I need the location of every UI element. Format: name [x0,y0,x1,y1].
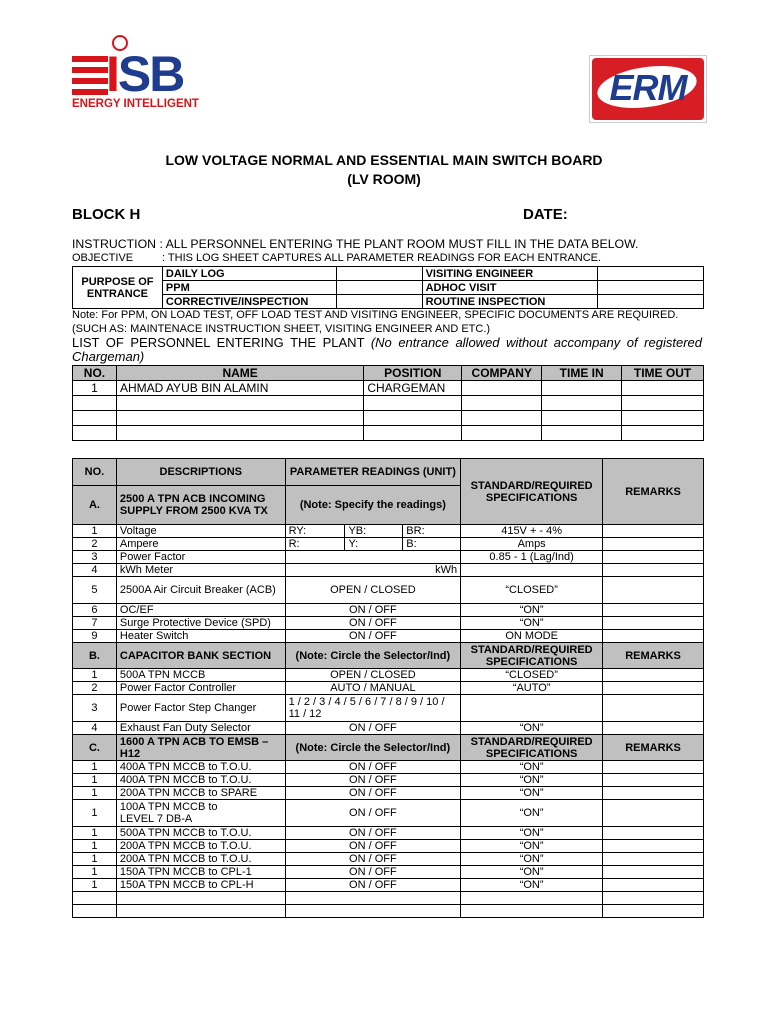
note-line-1: Note: For PPM, ON LOAD TEST, OFF LOAD TEST AND VISITING ENGINEER, SPECIFIC DOCUMENTS ARE REQUIRED. [72,309,679,321]
reading-cell[interactable]: ON / OFF [285,630,461,643]
erm-logo-text: ERM [609,67,687,108]
row-desc: 2500A Air Circuit Breaker (ACB) [116,577,285,604]
row-no: 1 [73,525,117,538]
table-row [73,381,704,396]
row-no: 1 [73,787,117,800]
table-row [73,840,704,853]
cell[interactable] [622,426,704,441]
purpose-option: DAILY LOG [162,267,336,281]
remarks-cell[interactable] [603,853,704,866]
row-no: 1 [73,866,117,879]
remarks-cell[interactable] [603,892,704,905]
row-no [73,905,117,918]
block-label: BLOCK H [72,206,141,223]
row-std: “ON” [461,761,603,774]
row-desc [116,892,285,905]
row-std: “ON” [461,800,603,827]
row-desc: Power Factor Controller [116,682,285,695]
row-no: 6 [73,604,117,617]
remarks-cell[interactable] [603,525,704,538]
row-no: 1 [73,853,117,866]
remarks-cell[interactable] [603,800,704,827]
table-row [73,800,704,827]
objective-label: OBJECTIVE [72,252,134,264]
remarks-cell[interactable] [603,787,704,800]
reading-cell[interactable]: ON / OFF [285,866,461,879]
row-std: “ON” [461,604,603,617]
remarks-cell[interactable] [603,761,704,774]
row-desc: Heater Switch [116,630,285,643]
reading-cell[interactable]: B: [403,538,461,551]
remarks-cell[interactable] [603,564,704,577]
table-row [73,630,704,643]
row-no: 9 [73,630,117,643]
cell[interactable] [542,426,622,441]
col-header: PARAMETER READINGS (UNIT) [285,459,461,486]
remarks-cell[interactable] [603,617,704,630]
row-desc: 200A TPN MCCB to T.O.U. [116,840,285,853]
remarks-cell[interactable] [603,774,704,787]
row-desc-line: 100A TPN MCCB to [119,801,218,813]
table-row [73,411,704,426]
row-std: ON MODE [461,630,603,643]
reading-cell[interactable]: 1 / 2 / 3 / 4 / 5 / 6 / 7 / 8 / 9 / 10 / 11 / 12 [285,695,461,722]
page-subtitle: (LV ROOM) [347,171,421,187]
section-remarks: REMARKS [603,735,704,761]
reading-cell[interactable]: ON / OFF [285,853,461,866]
table-row [73,853,704,866]
row-desc: 400A TPN MCCB to T.O.U. [116,761,285,774]
cell[interactable] [73,426,117,441]
row-desc: Surge Protective Device (SPD) [116,617,285,630]
section-std: STANDARD/REQUIRED SPECIFICATIONS [461,643,603,669]
cell[interactable] [542,411,622,426]
reading-cell[interactable]: OPEN / CLOSED [285,669,461,682]
remarks-cell[interactable] [603,630,704,643]
purpose-check[interactable] [598,295,704,309]
col-header: DESCRIPTIONS [116,459,285,486]
col-header: TIME IN [542,366,622,381]
reading-cell[interactable]: Y: [345,538,403,551]
reading-cell[interactable]: kWh [285,564,461,577]
reading-cell[interactable]: ON / OFF [285,761,461,774]
isb-logo [72,34,224,114]
section-note: (Note: Circle the Selector/Ind) [285,735,461,761]
cell[interactable] [364,396,462,411]
row-std [461,695,603,722]
reading-cell[interactable]: ON / OFF [285,827,461,840]
row-std [461,905,603,918]
row-no [73,892,117,905]
reading-cell[interactable] [285,892,461,905]
row-std: “ON” [461,879,603,892]
isb-logo-bars [72,56,108,100]
row-std: “ON” [461,827,603,840]
cell[interactable] [542,396,622,411]
row-no: 4 [73,722,117,735]
row-desc: Voltage [116,525,285,538]
cell[interactable]: 1 [73,381,117,396]
reading-cell[interactable]: OPEN / CLOSED [285,577,461,604]
purpose-check[interactable] [598,267,704,281]
row-std: 415V + - 4% [461,525,603,538]
row-desc: 400A TPN MCCB to T.O.U. [116,774,285,787]
reading-cell[interactable]: ON / OFF [285,879,461,892]
remarks-cell[interactable] [603,879,704,892]
col-header: TIME OUT [622,366,704,381]
row-std: “ON” [461,787,603,800]
cell[interactable] [462,411,542,426]
cell[interactable] [116,411,363,426]
personnel-list-title: LIST OF PERSONNEL ENTERING THE PLANT [72,335,365,350]
purpose-check[interactable] [336,267,422,281]
reading-cell[interactable]: ON / OFF [285,840,461,853]
reading-cell[interactable] [285,905,461,918]
row-desc: 200A TPN MCCB to SPARE [116,787,285,800]
row-desc: Power Factor Step Changer [116,695,285,722]
row-std [461,892,603,905]
remarks-cell[interactable] [603,722,704,735]
remarks-cell[interactable] [603,695,704,722]
row-desc: Ampere [116,538,285,551]
cell[interactable] [116,396,363,411]
section-title: 2500 A TPN ACB INCOMING SUPPLY FROM 2500 KVA TX [116,486,285,525]
reading-cell[interactable]: ON / OFF [285,800,461,827]
col-header: NO. [73,459,117,486]
row-std: “ON” [461,853,603,866]
reading-cell[interactable]: RY: [285,525,345,538]
row-no: 1 [73,827,117,840]
section-std: STANDARD/REQUIRED SPECIFICATIONS [461,735,603,761]
table-row [73,827,704,840]
purpose-option: CORRECTIVE/INSPECTION [162,295,336,309]
cell[interactable] [622,396,704,411]
remarks-cell[interactable] [603,604,704,617]
table-row [73,879,704,892]
table-row [73,866,704,879]
table-row [73,577,704,604]
cell[interactable] [622,381,704,396]
personnel-table [72,365,704,441]
objective-text: : THIS LOG SHEET CAPTURES ALL PARAMETER READINGS FOR EACH ENTRANCE. [162,252,602,264]
row-std: “CLOSED” [461,577,603,604]
row-desc: OC/EF [116,604,285,617]
remarks-cell[interactable] [603,827,704,840]
cell[interactable] [73,411,117,426]
section-note: (Note: Circle the Selector/Ind) [285,643,461,669]
remarks-cell[interactable] [603,905,704,918]
row-desc: Power Factor [116,551,285,564]
row-std: 0.85 - 1 (Lag/Ind) [461,551,603,564]
personnel-list-note: (No entrance allowed without accompany of registered Chargeman) [72,335,702,364]
col-header: STANDARD/REQUIRED SPECIFICATIONS [461,459,603,525]
row-no: 2 [73,682,117,695]
section-title: 1600 A TPN ACB TO EMSB – H12 [116,735,285,761]
reading-cell[interactable]: R: [285,538,345,551]
col-header: REMARKS [603,459,704,525]
cell[interactable] [622,411,704,426]
table-row [73,604,704,617]
row-desc: 500A TPN MCCB [116,669,285,682]
reading-cell[interactable]: ON / OFF [285,722,461,735]
cell[interactable] [462,396,542,411]
row-no: 1 [73,800,117,827]
row-no: 1 [73,774,117,787]
table-row [73,761,704,774]
row-std: “ON” [461,722,603,735]
row-no: 4 [73,564,117,577]
row-desc: Exhaust Fan Duty Selector [116,722,285,735]
table-row [73,564,704,577]
row-std: Amps [461,538,603,551]
isb-logo-word: ISB [106,46,184,102]
cell[interactable]: CHARGEMAN [364,381,462,396]
remarks-cell[interactable] [603,669,704,682]
purpose-table [72,266,704,309]
col-header: NO. [73,366,117,381]
table-row [73,722,704,735]
section-title: CAPACITOR BANK SECTION [116,643,285,669]
table-row [73,905,704,918]
erm-logo [589,55,707,123]
table-row [73,669,704,682]
row-std: “CLOSED” [461,669,603,682]
section-remarks: REMARKS [603,643,704,669]
row-std: “ON” [461,617,603,630]
reading-cell[interactable]: ON / OFF [285,617,461,630]
reading-cell[interactable]: YB: [345,525,403,538]
row-desc-line: LEVEL 7 DB-A [119,813,193,825]
row-desc: 500A TPN MCCB to T.O.U. [116,827,285,840]
purpose-option: VISITING ENGINEER [422,267,598,281]
remarks-cell[interactable] [603,538,704,551]
page-title: LOW VOLTAGE NORMAL AND ESSENTIAL MAIN SWITCH BOARD [165,152,603,168]
remarks-cell[interactable] [603,840,704,853]
cell[interactable] [364,411,462,426]
purpose-check[interactable] [336,295,422,309]
row-no: 5 [73,577,117,604]
col-header: COMPANY [462,366,542,381]
table-row [73,396,704,411]
row-std: “AUTO” [461,682,603,695]
personnel-list-label [72,336,702,364]
row-no: 3 [73,695,117,722]
row-no: 1 [73,840,117,853]
reading-cell[interactable]: BR: [403,525,461,538]
reading-cell[interactable]: ON / OFF [285,787,461,800]
row-std: “ON” [461,866,603,879]
row-no: 7 [73,617,117,630]
table-row [73,695,704,722]
section-no: C. [73,735,117,761]
instruction-text: INSTRUCTION : ALL PERSONNEL ENTERING THE PLANT ROOM MUST FILL IN THE DATA BELOW. [72,237,639,251]
row-desc [116,800,285,827]
table-row [73,617,704,630]
table-row [73,538,704,551]
purpose-check[interactable] [336,281,422,295]
date-label: DATE: [523,206,568,223]
row-std [461,564,603,577]
section-no: B. [73,643,117,669]
table-row [73,426,704,441]
row-desc: kWh Meter [116,564,285,577]
reading-cell[interactable]: AUTO / MANUAL [285,682,461,695]
reading-cell[interactable]: ON / OFF [285,604,461,617]
table-row [73,774,704,787]
cell[interactable] [542,381,622,396]
isb-logo-tagline: ENERGY INTELLIGENT [72,98,199,110]
parameter-table [72,458,704,918]
section-note: (Note: Specify the readings) [285,486,461,525]
cell[interactable] [462,426,542,441]
row-no: 3 [73,551,117,564]
row-std: “ON” [461,840,603,853]
purpose-label: PURPOSE OF ENTRANCE [73,267,163,309]
table-row [73,682,704,695]
remarks-cell[interactable] [603,577,704,604]
row-desc [116,905,285,918]
note-line-2: (SUCH AS: MAINTENACE INSTRUCTION SHEET, VISITING ENGINEER AND ETC.) [72,323,491,335]
purpose-check[interactable] [598,281,704,295]
table-row [73,787,704,800]
reading-cell[interactable]: ON / OFF [285,774,461,787]
row-no: 1 [73,879,117,892]
table-row [73,525,704,538]
remarks-cell[interactable] [603,866,704,879]
row-desc: 150A TPN MCCB to CPL-1 [116,866,285,879]
row-no: 1 [73,761,117,774]
table-row [73,551,704,564]
row-desc: 150A TPN MCCB to CPL-H [116,879,285,892]
row-std: “ON” [461,774,603,787]
col-header: POSITION [364,366,462,381]
remarks-cell[interactable] [603,682,704,695]
purpose-option: ROUTINE INSPECTION [422,295,598,309]
cell[interactable] [364,426,462,441]
cell[interactable] [73,396,117,411]
section-no: A. [73,486,117,525]
cell[interactable]: AHMAD AYUB BIN ALAMIN [116,381,363,396]
purpose-option: PPM [162,281,336,295]
cell[interactable] [116,426,363,441]
row-desc: 200A TPN MCCB to T.O.U. [116,853,285,866]
col-header: NAME [116,366,363,381]
row-no: 1 [73,669,117,682]
row-no: 2 [73,538,117,551]
reading-cell[interactable] [285,551,461,564]
purpose-option: ADHOC VISIT [422,281,598,295]
remarks-cell[interactable] [603,551,704,564]
cell[interactable] [462,381,542,396]
table-row [73,892,704,905]
